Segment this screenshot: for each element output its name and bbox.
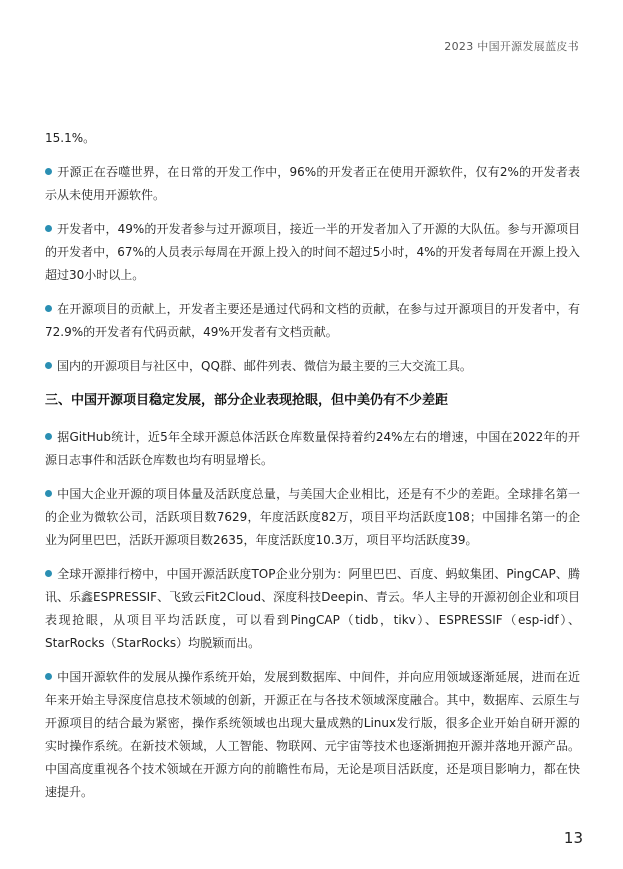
bullet-paragraph xyxy=(45,298,580,344)
bullet-paragraph xyxy=(45,483,580,552)
bullet-dot-icon xyxy=(45,168,52,175)
bullet-dot-icon xyxy=(45,433,52,440)
bullet-dot-icon xyxy=(45,362,52,369)
bullet-text: 开源正在吞噬世界，在日常的开发工作中，96%的开发者正在使用开源软件，仅有2%的开发者表示从未使用开源软件。 xyxy=(45,165,580,202)
bullet-paragraph xyxy=(45,355,580,378)
continuation-text: 15.1%。 xyxy=(45,131,96,145)
bullet-dot-icon xyxy=(45,225,52,232)
bullet-text: 在开源项目的贡献上，开发者主要还是通过代码和文档的贡献，在参与过开源项目的开发者中，有72.9%的开发者有代码贡献，49%开发者有文档贡献。 xyxy=(45,302,580,339)
bullet-dot-icon xyxy=(45,490,52,497)
running-header: 2023 中国开源发展蓝皮书 xyxy=(444,40,579,53)
bullet-dot-icon xyxy=(45,570,52,577)
bullet-text: 全球开源排行榜中，中国开源活跃度TOP企业分别为：阿里巴巴、百度、蚂蚁集团、PingCAP、腾讯、乐鑫ESPRESSIF、飞致云Fit2Cloud、深度科技Deepin、青云。华人主导的开源初创企业和项目表现抢眼，从项目平均活跃度，可以看到PingCAP（tidb，tikv）、ESPRESSIF（esp-idf）、StarRocks（StarRocks）均脱颖而出。 xyxy=(45,567,580,650)
section-heading: 三、中国开源项目稳定发展，部分企业表现抢眼，但中美仍有不少差距 xyxy=(45,393,449,408)
bullet-paragraph xyxy=(45,563,580,655)
bullet-dot-icon xyxy=(45,673,52,680)
bullet-text: 国内的开源项目与社区中，QQ群、邮件列表、微信为最主要的三大交流工具。 xyxy=(57,359,472,373)
page-number: 13 xyxy=(563,829,583,847)
bullet-text: 开发者中，49%的开发者参与过开源项目，接近一半的开发者加入了开源的大队伍。参与开源项目的开发者中，67%的人员表示每周在开源上投入的时间不超过5小时，4%的开发者每周在开源上投入超过30小时以上。 xyxy=(45,222,580,282)
bullet-paragraph xyxy=(45,666,580,804)
bullet-text: 据GitHub统计，近5年全球开源总体活跃仓库数量保持着约24%左右的增速，中国在2022年的开源日志事件和活跃仓库数也均有明显增长。 xyxy=(45,430,580,467)
page-content xyxy=(45,127,580,815)
bullet-dot-icon xyxy=(45,305,52,312)
bullet-paragraph xyxy=(45,218,580,287)
bullet-text: 中国大企业开源的项目体量及活跃度总量，与美国大企业相比，还是有不少的差距。全球排名第一的企业为微软公司，活跃项目数7629，年度活跃度82万，项目平均活跃度108；中国排名第一的企业为阿里巴巴，活跃开源项目数2635，年度活跃度10.3万，项目平均活跃度39。 xyxy=(45,487,580,547)
bullet-text: 中国开源软件的发展从操作系统开始，发展到数据库、中间件，并向应用领域逐渐延展，进而在近年来开始主导深度信息技术领域的创新，开源正在与各技术领域深度融合。其中，数据库、云原生与开源项目的结合最为紧密，操作系统领域也出现大量成熟的Linux发行版，很多企业开始自研开源的实时操作系统。在新技术领域，人工智能、物联网、元宇宙等技术也逐渐拥抱开源并落地开源产品。中国高度重视各个技术领域在开源方向的前瞻性布局，无论是项目活跃度，还是项目影响力，都在快速提升。 xyxy=(45,670,580,799)
bullet-paragraph xyxy=(45,426,580,472)
bullet-paragraph xyxy=(45,161,580,207)
